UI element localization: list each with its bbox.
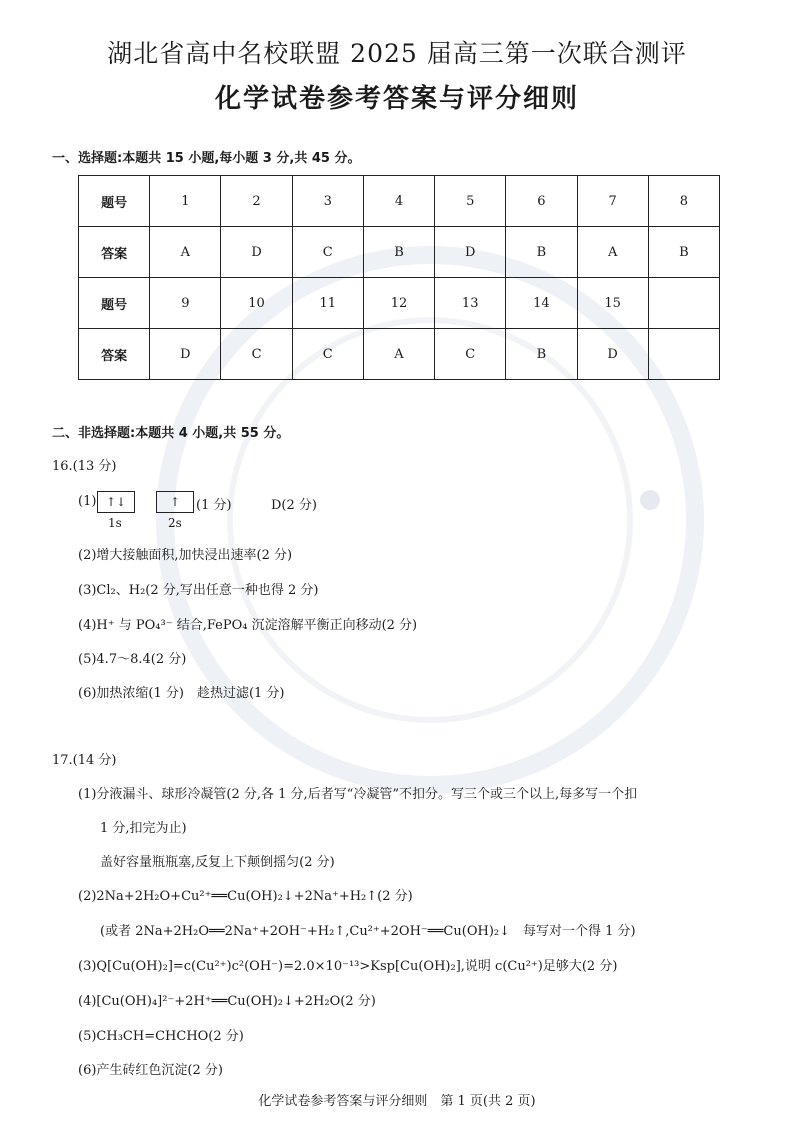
table-cell: 11 [292,278,363,329]
table-header-cell: 题号 [79,176,150,227]
table-cell: 10 [221,278,292,329]
table-row [79,278,720,329]
table-cell: A [150,227,221,278]
q17-label: 17.(14 分) [52,753,117,768]
table-cell: 7 [577,176,648,227]
q16-part3: (3)Cl₂、H₂(2 分,写出任意一种也得 2 分) [78,583,319,598]
table-cell: 1 [150,176,221,227]
table-cell: C [292,329,363,380]
orbital-label-2s: 2s [168,516,182,530]
page-title-line1: 湖北省高中名校联盟 2025 届高三第一次联合测评 [107,39,687,68]
table-cell: 3 [292,176,363,227]
q17-part2-line1: (2)2Na+2H₂O+Cu²⁺══Cu(OH)₂↓+2Na⁺+H₂↑(2 分) [78,889,413,904]
table-cell: 9 [150,278,221,329]
table-cell: B [506,329,577,380]
table-cell: B [363,227,434,278]
q16-part6: (6)加热浓缩(1 分) 趁热过滤(1 分) [78,686,285,701]
section2-heading: 二、非选择题:本题共 4 小题,共 55 分。 [52,426,290,441]
table-cell: 12 [363,278,434,329]
table-cell: 13 [435,278,506,329]
table-cell: 6 [506,176,577,227]
page-footer: 化学试卷参考答案与评分细则 第 1 页(共 2 页) [258,1094,536,1109]
table-cell: 2 [221,176,292,227]
table-cell: A [363,329,434,380]
table-cell: C [221,329,292,380]
q17-part3: (3)Q[Cu(OH)₂]=c(Cu²⁺)c²(OH⁻)=2.0×10⁻¹³>Ksp[Cu(OH)₂],说明 c(Cu²⁺)足够大(2 分) [78,959,618,974]
table-cell: 5 [435,176,506,227]
table-header-cell: 答案 [79,329,150,380]
page-title-line2: 化学试卷参考答案与评分细则 [214,84,579,114]
table-cell: C [292,227,363,278]
table-header-cell: 答案 [79,227,150,278]
q17-part1-line3: 盖好容量瓶瓶塞,反复上下颠倒摇匀(2 分) [100,855,335,870]
q17-part5: (5)CH₃CH=CHCHO(2 分) [78,1029,244,1044]
table-cell: B [648,227,719,278]
q17-part2-line2: (或者 2Na+2H₂O══2Na⁺+2OH⁻+H₂↑,Cu²⁺+2OH⁻══Cu(OH)₂↓ 每写对一个得 1 分) [100,924,636,939]
q16-part1-answer2: D(2 分) [271,498,317,513]
q17-part4: (4)[Cu(OH)₄]²⁻+2H⁺══Cu(OH)₂↓+2H₂O(2 分) [78,994,376,1009]
table-cell: B [506,227,577,278]
table-cell: D [435,227,506,278]
table-cell: 8 [648,176,719,227]
q16-label: 16.(13 分) [52,459,117,474]
table-cell: 14 [506,278,577,329]
table-row [79,176,720,227]
q16-part5: (5)4.7～8.4(2 分) [78,652,187,667]
answer-table [78,175,720,380]
q16-part1-score: (1 分) [196,498,232,513]
table-cell: C [435,329,506,380]
q16-part2: (2)增大接触面积,加快浸出速率(2 分) [78,548,293,563]
table-cell: D [150,329,221,380]
table-cell: 4 [363,176,434,227]
table-cell [648,278,719,329]
orbital-box-2s: ↑ [156,491,194,513]
q17-part1-line2: 1 分,扣完为止) [100,821,187,836]
q16-part1-prefix: (1) [78,494,97,509]
q16-part4: (4)H⁺ 与 PO₄³⁻ 结合,FePO₄ 沉淀溶解平衡正向移动(2 分) [78,618,418,633]
section1-heading: 一、选择题:本题共 15 小题,每小题 3 分,共 45 分。 [52,151,361,166]
table-cell: D [221,227,292,278]
orbital-box-1s: ↑↓ [97,491,135,513]
table-row [79,227,720,278]
q17-part1-line1: (1)分液漏斗、球形冷凝管(2 分,各 1 分,后者写“冷凝管”不扣分。写三个或三个以上,每多写一个扣 [78,787,638,802]
q17-part6: (6)产生砖红色沉淀(2 分) [78,1063,223,1078]
table-row [79,329,720,380]
table-cell: D [577,329,648,380]
table-cell [648,329,719,380]
table-cell: A [577,227,648,278]
orbital-label-1s: 1s [108,516,122,530]
table-header-cell: 题号 [79,278,150,329]
table-cell: 15 [577,278,648,329]
